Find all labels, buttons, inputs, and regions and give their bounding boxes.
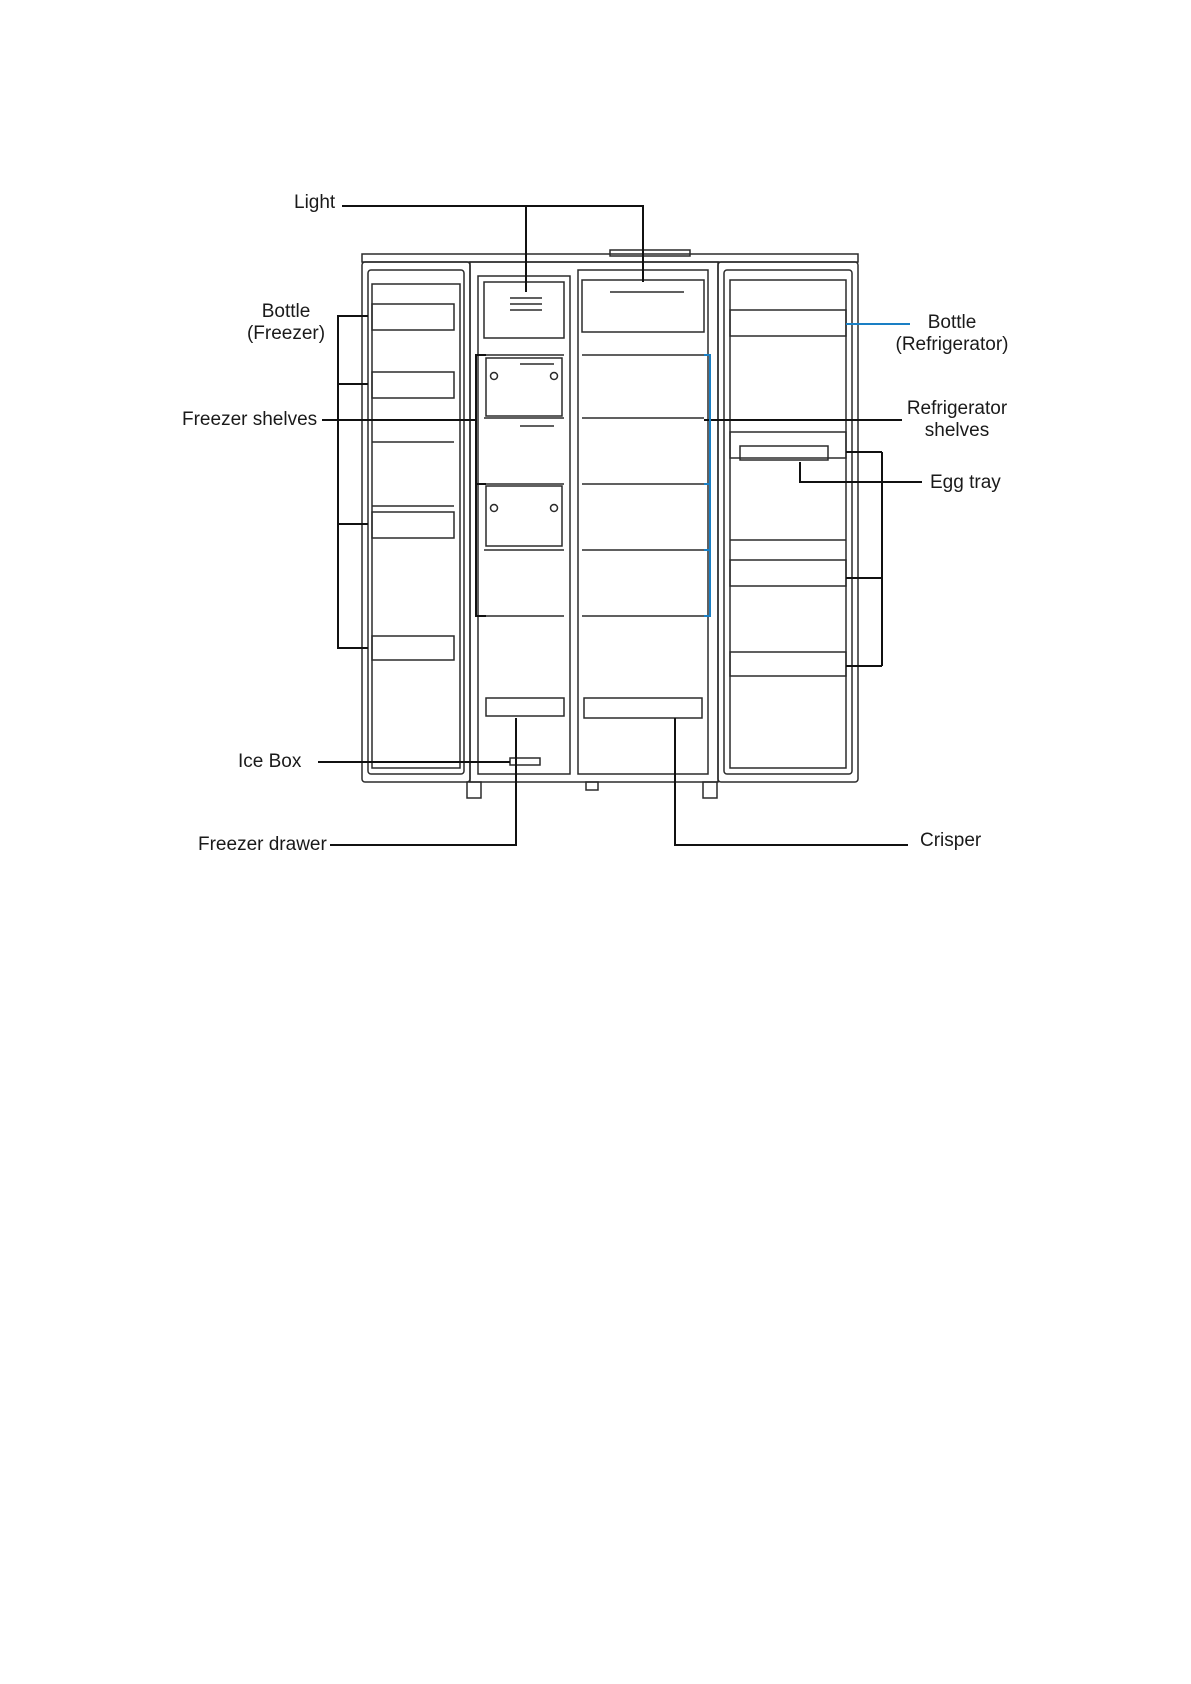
label-bottle-freezer-line1: Bottle: [261, 301, 311, 322]
label-bottle-freezer: [240, 301, 332, 345]
ice-box-shape: [510, 758, 540, 765]
fridge-door-bin-4: [730, 652, 846, 676]
freezer-light-grill: [510, 298, 542, 310]
freezer-door-bin-4: [372, 636, 454, 660]
fridge-door-bin-3: [730, 560, 846, 586]
leader-egg-tray: [800, 462, 922, 482]
label-refrigerator-shelves: [902, 398, 1012, 442]
leader-lines: [318, 206, 922, 845]
fridge-compartment: [578, 270, 708, 774]
leader-bottle-freezer: [338, 316, 368, 648]
label-refrigerator-shelves-line1: Refrigerator: [906, 398, 1008, 419]
fridge-door-bin-1: [730, 310, 846, 336]
label-bottle-refrigerator: [892, 312, 1012, 356]
label-bottle-refrigerator-line1: Bottle: [927, 312, 977, 333]
freezer-door-bin-2: [372, 372, 454, 398]
blue-accents: [704, 324, 910, 616]
crisper-shape: [584, 698, 702, 718]
label-ice-box: Ice Box: [238, 751, 302, 772]
freezer-door-bin-1: [372, 304, 454, 330]
freezer-compartment: [478, 276, 570, 774]
label-freezer-drawer: Freezer drawer: [198, 834, 327, 855]
label-bottle-freezer-line2: (Freezer): [246, 323, 326, 344]
freezer-drawer-shape: [486, 698, 564, 716]
label-refrigerator-shelves-line2: shelves: [924, 420, 990, 441]
label-bottle-refrigerator-line2: (Refrigerator): [895, 334, 1009, 355]
label-egg-tray: Egg tray: [930, 472, 1001, 493]
refrigerator-body: [362, 250, 858, 798]
refrigerator-door: [718, 262, 858, 782]
freezer-door-bin-3: [372, 512, 454, 538]
label-freezer-shelves: Freezer shelves: [182, 409, 318, 430]
label-light: Light: [294, 192, 336, 213]
label-crisper: Crisper: [920, 830, 982, 851]
refrigerator-shelves-bracket: [704, 355, 710, 616]
freezer-door: [362, 262, 470, 782]
